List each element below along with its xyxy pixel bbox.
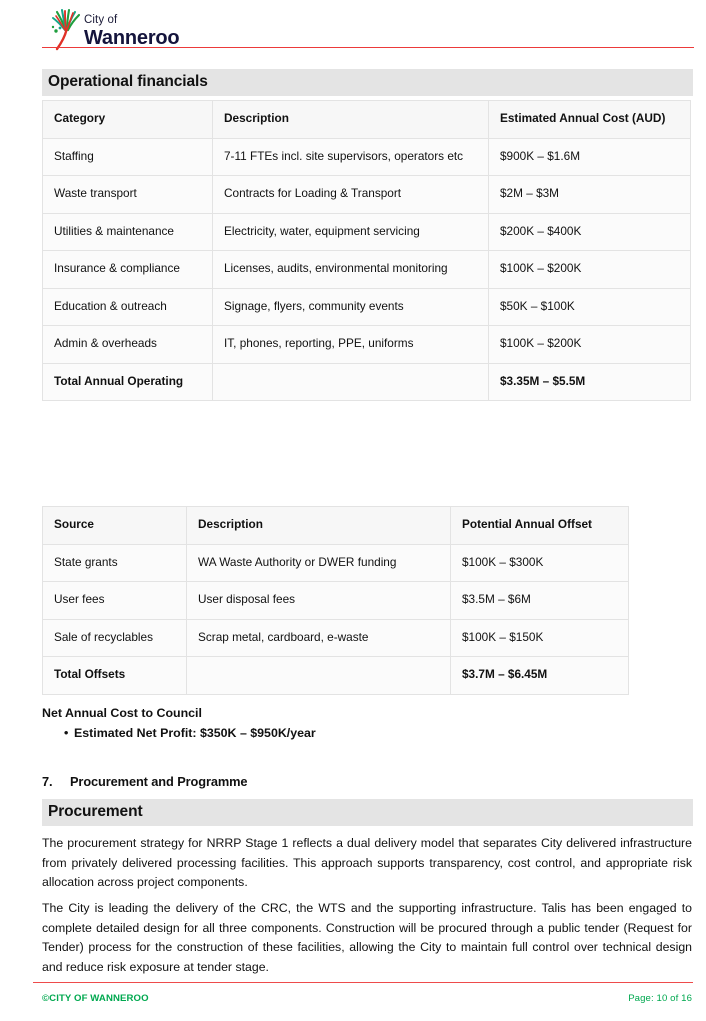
table-row bbox=[43, 544, 629, 582]
logo-wanneroo-text: Wanneroo bbox=[84, 27, 180, 49]
table-header-row bbox=[43, 507, 629, 545]
section-7-heading bbox=[42, 774, 693, 789]
logo-city-of-text: City of bbox=[84, 14, 118, 26]
procurement-paragraph-2: The City is leading the delivery of the CRC, the WTS and the supporting infrastructure. Talis has been engaged to complete detailed design for all three components. Construction will be procured through a public tender (Request for Tender) process for the construction of these facilities, allowing the City to maintain full control over technical design and reduce risk exposure at tender stage. bbox=[42, 901, 692, 974]
cell-cost: $100K – $200K bbox=[489, 251, 691, 289]
table-row bbox=[43, 619, 629, 657]
section-title: Procurement and Programme bbox=[70, 774, 248, 789]
bullet-marker-icon: • bbox=[64, 726, 69, 740]
footer-page-number: Page: 10 of 16 bbox=[628, 993, 692, 1004]
table-row bbox=[43, 288, 691, 326]
cell-description: Signage, flyers, community events bbox=[213, 288, 489, 326]
procurement-paragraph-1: The procurement strategy for NRRP Stage 1 reflects a dual delivery model that separates City delivered infrastructure from privately delivered processing facilities. This approach supports transparency, cost control, and appropriate risk allocation across project components. bbox=[42, 836, 692, 889]
cell-category: Admin & overheads bbox=[43, 326, 213, 364]
page-header bbox=[0, 0, 706, 62]
cell-description: IT, phones, reporting, PPE, uniforms bbox=[213, 326, 489, 364]
table-row bbox=[43, 138, 691, 176]
column-header-source: Source bbox=[43, 507, 187, 545]
cell-cost: $900K – $1.6M bbox=[489, 138, 691, 176]
cell-category: Staffing bbox=[43, 138, 213, 176]
cell-description: 7-11 FTEs incl. site supervisors, operators etc bbox=[213, 138, 489, 176]
cell-description: Scrap metal, cardboard, e-waste bbox=[187, 619, 451, 657]
footer-copyright: ©CITY OF WANNEROO bbox=[42, 993, 149, 1004]
section-heading-procurement: Procurement bbox=[42, 799, 693, 826]
cell-total-offset: $3.7M – $6.45M bbox=[451, 657, 629, 695]
cell-cost: $2M – $3M bbox=[489, 176, 691, 214]
net-annual-cost-bullet-text: Estimated Net Profit: $350K – $950K/year bbox=[74, 726, 316, 740]
cell-description: Contracts for Loading & Transport bbox=[213, 176, 489, 214]
cell-description: WA Waste Authority or DWER funding bbox=[187, 544, 451, 582]
cell-description bbox=[187, 657, 451, 695]
cell-total-cost: $3.35M – $5.5M bbox=[489, 363, 691, 401]
table-row bbox=[43, 213, 691, 251]
potential-offsets-table bbox=[42, 506, 629, 695]
table-row bbox=[43, 176, 691, 214]
cell-total-label: Total Annual Operating bbox=[43, 363, 213, 401]
cell-cost: $50K – $100K bbox=[489, 288, 691, 326]
cell-offset: $100K – $150K bbox=[451, 619, 629, 657]
cell-cost: $100K – $200K bbox=[489, 326, 691, 364]
logo-wordmark bbox=[84, 14, 184, 49]
cell-offset: $3.5M – $6M bbox=[451, 582, 629, 620]
cell-total-label: Total Offsets bbox=[43, 657, 187, 695]
table-header-row bbox=[43, 101, 691, 139]
cell-category: Utilities & maintenance bbox=[43, 213, 213, 251]
net-annual-cost-bullet-item bbox=[42, 726, 316, 740]
net-annual-cost-title: Net Annual Cost to Council bbox=[42, 706, 202, 720]
table-row bbox=[43, 326, 691, 364]
cell-description: User disposal fees bbox=[187, 582, 451, 620]
cell-category: Insurance & compliance bbox=[43, 251, 213, 289]
table-row bbox=[43, 251, 691, 289]
operational-financials-table bbox=[42, 100, 691, 401]
table-total-row bbox=[43, 657, 629, 695]
cell-source: State grants bbox=[43, 544, 187, 582]
column-header-description: Description bbox=[213, 101, 489, 139]
cell-offset: $100K – $300K bbox=[451, 544, 629, 582]
cell-source: User fees bbox=[43, 582, 187, 620]
cell-source: Sale of recyclables bbox=[43, 619, 187, 657]
column-header-description: Description bbox=[187, 507, 451, 545]
cell-description: Electricity, water, equipment servicing bbox=[213, 213, 489, 251]
cell-category: Waste transport bbox=[43, 176, 213, 214]
table-row bbox=[43, 582, 629, 620]
footer-divider-rule bbox=[33, 982, 693, 983]
table-total-row bbox=[43, 363, 691, 401]
section-heading-operational-financials: Operational financials bbox=[42, 69, 693, 96]
column-header-offset: Potential Annual Offset bbox=[451, 507, 629, 545]
cell-description: Licenses, audits, environmental monitoring bbox=[213, 251, 489, 289]
header-divider-rule bbox=[42, 47, 694, 48]
column-header-cost: Estimated Annual Cost (AUD) bbox=[489, 101, 691, 139]
cell-cost: $200K – $400K bbox=[489, 213, 691, 251]
cell-category: Education & outreach bbox=[43, 288, 213, 326]
cell-description bbox=[213, 363, 489, 401]
section-number: 7. bbox=[42, 774, 53, 789]
column-header-category: Category bbox=[43, 101, 213, 139]
